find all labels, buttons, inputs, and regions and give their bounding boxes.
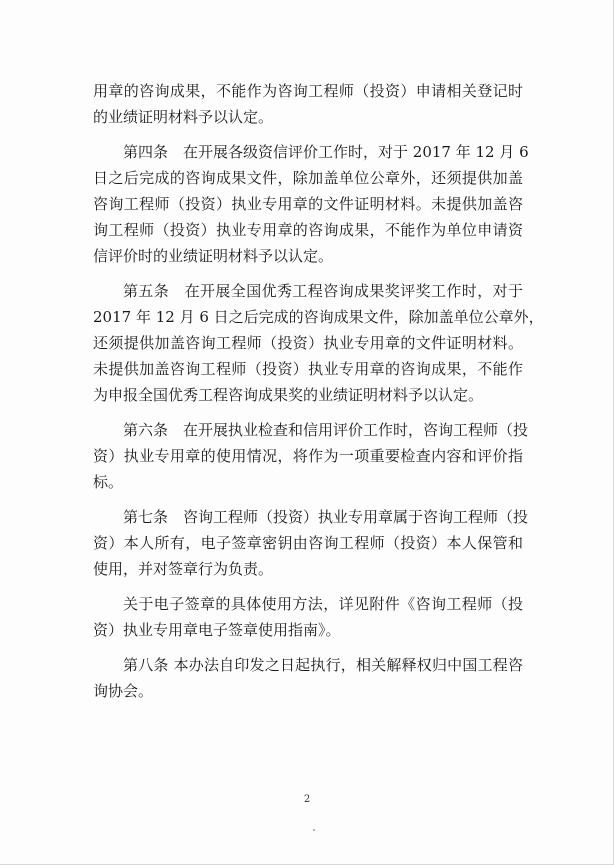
text-line: 使用，并对签章行为负责。 [93,560,274,578]
text-line: 资）执业专用章电子签章使用指南》。 [93,621,341,639]
text-line: 询协会。 [93,682,154,700]
text-line: 咨询工程师（投资）执业专用章的文件证明材料。未提供加盖咨 [93,195,523,213]
text-line: 资）本人所有，电子签章密钥由咨询工程师（投资）本人保管和 [93,534,523,552]
article-7 [93,504,529,582]
text-line: 为申报全国优秀工程咨询成果奖的业绩证明材料予以认定。 [93,386,484,404]
page-number: 2 [303,794,311,805]
text-line: 第五条 在开展全国优秀工程咨询成果奖评奖工作时，对于 [123,282,523,300]
article-4 [93,139,529,269]
text-line: 标。 [93,473,124,491]
text-line: 用章的咨询成果，不能作为咨询工程师（投资）申请相关登记时 [93,82,523,100]
text-line: 第六条 在开展执业检查和信用评价工作时，咨询工程师（投 [123,421,529,439]
text-line: 未提供加盖咨询工程师（投资）执业专用章的咨询成果，不能作 [93,360,523,378]
document-body [93,78,544,704]
article-6 [93,417,529,495]
article-7-note [93,591,523,643]
text-line: 第七条 咨询工程师（投资）执业专用章属于咨询工程师（投 [123,508,529,526]
text-line: 第四条 在开展各级资信评价工作时，对于 2017 年 12 月 6 [123,143,529,161]
text-line: 询工程师（投资）执业专用章的咨询成果，不能作为单位申请资 [93,221,523,239]
text-line: 日之后完成的咨询成果文件，除加盖单位公章外，还须提供加盖 [93,169,523,187]
article-8 [93,652,523,704]
text-line: 信评价时的业绩证明材料予以认定。 [93,247,334,265]
text-line: 关于电子签章的具体使用方法，详见附件《咨询工程师（投 [123,595,523,613]
text-line: 的业绩证明材料予以认定。 [93,108,274,126]
text-line: 还须提供加盖咨询工程师（投资）执业专用章的文件证明材料。 [93,334,523,352]
article-5 [93,278,544,408]
scan-dot-mark [313,829,315,831]
paragraph-continuation [93,78,523,130]
text-line: 第八条 本办法自印发之日起执行，相关解释权归中国工程咨 [123,656,523,674]
text-line: 2017 年 12 月 6 日之后完成的咨询成果文件，除加盖单位公章外， [93,308,544,326]
text-line: 资）执业专用章的使用情况，将作为一项重要检查内容和评价指 [93,447,523,465]
